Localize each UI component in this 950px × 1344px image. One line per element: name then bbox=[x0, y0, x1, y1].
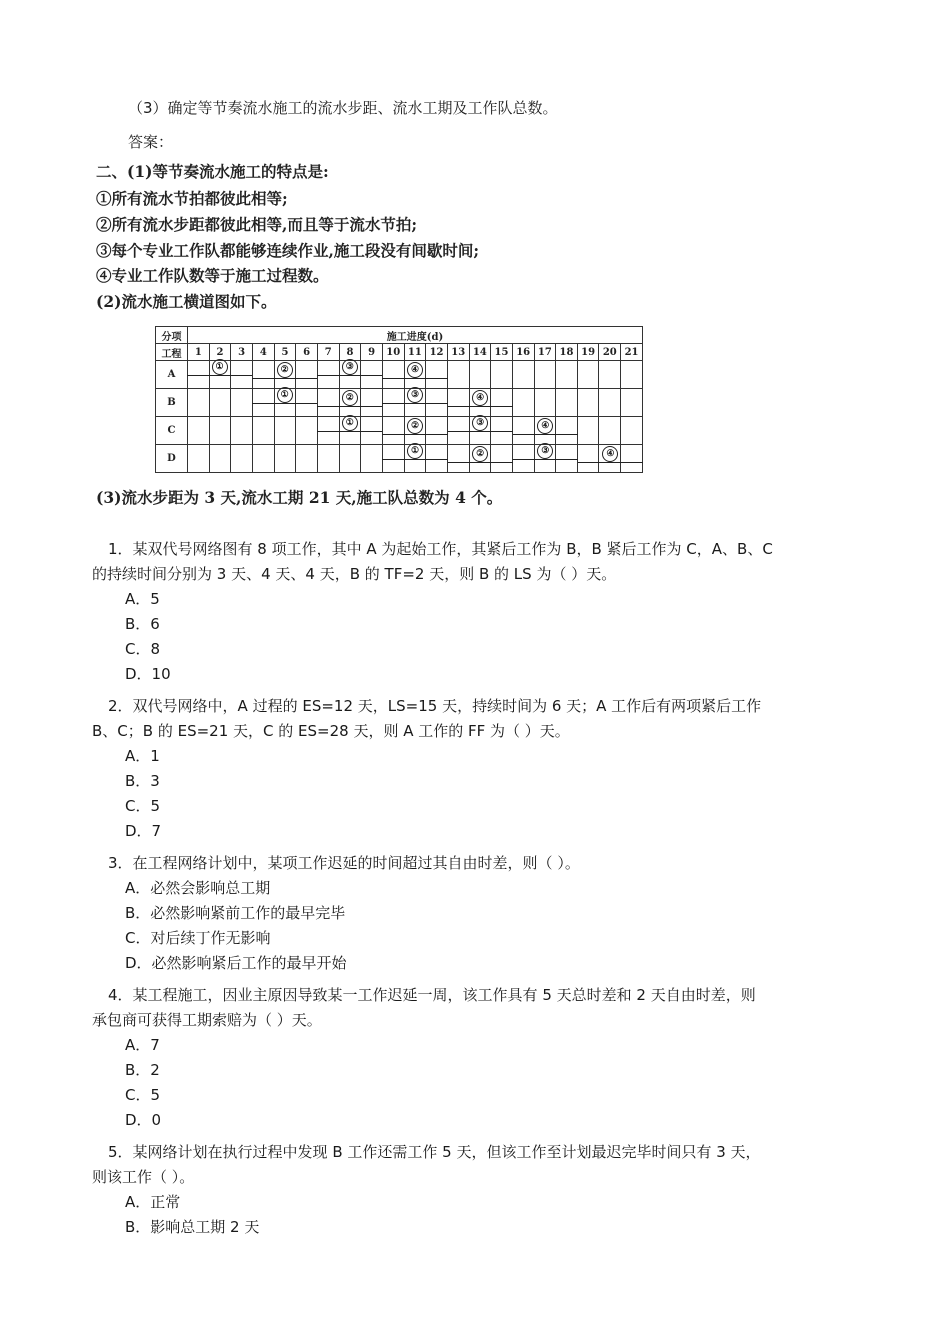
gantt-cell bbox=[209, 445, 231, 473]
answer-option: D．0 bbox=[125, 1111, 162, 1129]
gantt-cell bbox=[599, 361, 621, 389]
gantt-cell bbox=[512, 417, 534, 445]
question-stem-continued: 则该工作（ ）。 bbox=[92, 1168, 195, 1186]
gantt-cell bbox=[621, 445, 643, 473]
gantt-cell bbox=[469, 361, 491, 389]
gantt-cell bbox=[599, 417, 621, 445]
answer-option: A．正常 bbox=[125, 1193, 181, 1211]
gantt-cell bbox=[231, 417, 253, 445]
gantt-bar bbox=[513, 459, 578, 460]
gantt-cell bbox=[577, 361, 599, 389]
answer-point-2: ②所有流水步距都彼此相等,而且等于流水节拍; bbox=[96, 215, 418, 234]
answer-option: D．7 bbox=[125, 822, 162, 840]
gantt-cell bbox=[491, 361, 513, 389]
gantt-segment-mark: ④ bbox=[537, 418, 553, 434]
gantt-cell bbox=[577, 445, 599, 473]
gantt-day-header: 16 bbox=[512, 344, 534, 361]
gantt-day-header: 21 bbox=[621, 344, 643, 361]
gantt-table bbox=[155, 326, 643, 473]
gantt-bar bbox=[382, 459, 447, 460]
gantt-corner-top: 分项 bbox=[156, 327, 188, 344]
gantt-row-label: B bbox=[156, 389, 188, 417]
gantt-bar bbox=[382, 403, 447, 404]
answer-option: A．5 bbox=[125, 590, 160, 608]
gantt-segment-mark: ② bbox=[407, 418, 423, 434]
gantt-cell bbox=[382, 361, 404, 389]
gantt-day-header: 15 bbox=[491, 344, 513, 361]
answer-option: A．7 bbox=[125, 1036, 160, 1054]
gantt-corner-bottom: 工程 bbox=[156, 344, 188, 361]
gantt-bar bbox=[187, 375, 252, 376]
gantt-day-header: 6 bbox=[296, 344, 318, 361]
gantt-cell bbox=[188, 417, 210, 445]
gantt-day-header: 20 bbox=[599, 344, 621, 361]
gantt-cell bbox=[512, 389, 534, 417]
gantt-day-header: 9 bbox=[361, 344, 383, 361]
gantt-day-header: 12 bbox=[426, 344, 448, 361]
gantt-cell bbox=[317, 389, 339, 417]
answer-part-2: (2)流水施工横道图如下。 bbox=[96, 292, 277, 311]
answer-option: C．8 bbox=[125, 640, 161, 658]
answer-point-1: ①所有流水节拍都彼此相等; bbox=[96, 189, 288, 208]
gantt-cell bbox=[577, 417, 599, 445]
gantt-cell bbox=[556, 417, 578, 445]
gantt-day-header: 2 bbox=[209, 344, 231, 361]
gantt-segment-mark: ② bbox=[277, 362, 293, 378]
question-3-text: （3）确定等节奏流水施工的流水步距、流水工期及工作队总数。 bbox=[128, 99, 558, 117]
gantt-cell bbox=[512, 361, 534, 389]
gantt-row-label: D bbox=[156, 445, 188, 473]
answer-option: B．必然影响紧前工作的最早完毕 bbox=[125, 904, 346, 922]
gantt-cell bbox=[621, 361, 643, 389]
gantt-segment-mark: ③ bbox=[407, 387, 423, 403]
answer-label: 答案： bbox=[128, 133, 174, 151]
gantt-cell bbox=[296, 417, 318, 445]
gantt-cell bbox=[296, 445, 318, 473]
gantt-bar bbox=[317, 406, 382, 407]
gantt-day-header: 4 bbox=[252, 344, 274, 361]
gantt-cell bbox=[577, 389, 599, 417]
answer-option: D．必然影响紧后工作的最早开始 bbox=[125, 954, 347, 972]
question-stem-continued: 承包商可获得工期索赔为（ ）天。 bbox=[92, 1011, 322, 1029]
gantt-chart bbox=[155, 326, 643, 471]
gantt-day-header: 10 bbox=[382, 344, 404, 361]
gantt-cell bbox=[426, 417, 448, 445]
gantt-cell bbox=[252, 445, 274, 473]
gantt-bar bbox=[317, 431, 382, 432]
gantt-cell bbox=[491, 445, 513, 473]
gantt-segment-mark: ② bbox=[342, 390, 358, 406]
gantt-cell bbox=[209, 417, 231, 445]
gantt-row-label: A bbox=[156, 361, 188, 389]
gantt-cell bbox=[491, 389, 513, 417]
answer-option: D．10 bbox=[125, 665, 171, 683]
gantt-day-header: 3 bbox=[231, 344, 253, 361]
gantt-cell bbox=[447, 389, 469, 417]
gantt-day-header: 1 bbox=[188, 344, 210, 361]
answer-option: B．3 bbox=[125, 772, 160, 790]
gantt-cell bbox=[252, 361, 274, 389]
answer-option: B．6 bbox=[125, 615, 160, 633]
gantt-segment-mark: ① bbox=[342, 415, 358, 431]
question-stem: 4．某工程施工，因业主原因导致某一工作迟延一周，该工作具有 5 天总时差和 2 天自由时差，则 bbox=[108, 986, 756, 1004]
gantt-cell bbox=[534, 361, 556, 389]
gantt-day-header: 11 bbox=[404, 344, 426, 361]
gantt-bar bbox=[252, 403, 317, 404]
gantt-cell bbox=[274, 445, 296, 473]
gantt-segment-mark: ④ bbox=[602, 446, 618, 462]
gantt-segment-mark: ③ bbox=[342, 359, 358, 375]
gantt-cell bbox=[621, 417, 643, 445]
gantt-cell bbox=[296, 361, 318, 389]
gantt-bar bbox=[382, 378, 447, 379]
gantt-progress-header: 施工进度(d) bbox=[188, 327, 643, 344]
gantt-cell bbox=[231, 445, 253, 473]
gantt-segment-mark: ④ bbox=[407, 362, 423, 378]
answer-point-3: ③每个专业工作队都能够连续作业,施工段没有间歇时间; bbox=[96, 241, 480, 260]
gantt-segment-mark: ② bbox=[472, 446, 488, 462]
gantt-day-header: 7 bbox=[317, 344, 339, 361]
gantt-bar bbox=[448, 462, 513, 463]
gantt-cell bbox=[556, 361, 578, 389]
question-stem-continued: 的持续时间分别为 3 天、4 天、4 天，B 的 TF=2 天，则 B 的 LS 为（ ）天。 bbox=[92, 565, 617, 583]
gantt-cell bbox=[317, 445, 339, 473]
gantt-bar bbox=[252, 378, 317, 379]
gantt-segment-mark: ③ bbox=[472, 415, 488, 431]
gantt-cell bbox=[361, 389, 383, 417]
gantt-bar bbox=[317, 375, 382, 376]
answer-option: C．5 bbox=[125, 1086, 161, 1104]
question-stem: 2．双代号网络中，A 过程的 ES=12 天，LS=15 天，持续时间为 6 天；A 工作后有两项紧后工作 bbox=[108, 697, 762, 715]
question-stem: 1．某双代号网络图有 8 项工作，其中 A 为起始工作，其紧后工作为 B，B 紧后工作为 C，A、B、C bbox=[108, 540, 773, 558]
gantt-cell bbox=[274, 417, 296, 445]
gantt-cell bbox=[188, 445, 210, 473]
answer-heading: 二、(1)等节奏流水施工的特点是: bbox=[96, 162, 329, 181]
question-stem: 5．某网络计划在执行过程中发现 B 工作还需工作 5 天，但该工作至计划最迟完毕时间只有 3 天， bbox=[108, 1143, 761, 1161]
answer-option: A．必然会影响总工期 bbox=[125, 879, 271, 897]
gantt-cell bbox=[447, 361, 469, 389]
gantt-bar bbox=[578, 462, 643, 463]
gantt-cell bbox=[209, 389, 231, 417]
gantt-cell bbox=[188, 389, 210, 417]
gantt-segment-mark: ① bbox=[212, 359, 228, 375]
gantt-bar bbox=[513, 434, 578, 435]
gantt-day-header: 19 bbox=[577, 344, 599, 361]
gantt-day-header: 17 bbox=[534, 344, 556, 361]
gantt-segment-mark: ③ bbox=[537, 443, 553, 459]
answer-option: B．影响总工期 2 天 bbox=[125, 1218, 260, 1236]
answer-option: C．5 bbox=[125, 797, 161, 815]
gantt-day-header: 13 bbox=[447, 344, 469, 361]
gantt-cell bbox=[621, 389, 643, 417]
gantt-cell bbox=[556, 389, 578, 417]
question-stem-continued: B、C；B 的 ES=21 天，C 的 ES=28 天，则 A 工作的 FF 为（ ）天。 bbox=[92, 722, 570, 740]
answer-part-3: (3)流水步距为 3 天,流水工期 21 天,施工队总数为 4 个。 bbox=[96, 488, 503, 507]
gantt-cell bbox=[382, 417, 404, 445]
gantt-cell bbox=[426, 361, 448, 389]
gantt-bar bbox=[448, 406, 513, 407]
gantt-cell bbox=[339, 445, 361, 473]
gantt-cell bbox=[361, 445, 383, 473]
gantt-bar bbox=[448, 431, 513, 432]
gantt-cell bbox=[599, 389, 621, 417]
gantt-cell bbox=[447, 445, 469, 473]
gantt-day-header: 8 bbox=[339, 344, 361, 361]
answer-option: A．1 bbox=[125, 747, 160, 765]
gantt-bar bbox=[382, 434, 447, 435]
gantt-day-header: 5 bbox=[274, 344, 296, 361]
answer-point-4: ④专业工作队数等于施工过程数。 bbox=[96, 266, 329, 285]
gantt-day-header: 18 bbox=[556, 344, 578, 361]
gantt-cell bbox=[534, 389, 556, 417]
gantt-day-header: 14 bbox=[469, 344, 491, 361]
gantt-segment-mark: ④ bbox=[472, 390, 488, 406]
gantt-row-label: C bbox=[156, 417, 188, 445]
gantt-segment-mark: ① bbox=[407, 443, 423, 459]
gantt-cell bbox=[231, 389, 253, 417]
question-stem: 3．在工程网络计划中，某项工作迟延的时间超过其自由时差，则（ ）。 bbox=[108, 854, 580, 872]
answer-option: C．对后续丁作无影响 bbox=[125, 929, 271, 947]
answer-option: B．2 bbox=[125, 1061, 160, 1079]
gantt-cell bbox=[252, 417, 274, 445]
gantt-segment-mark: ① bbox=[277, 387, 293, 403]
